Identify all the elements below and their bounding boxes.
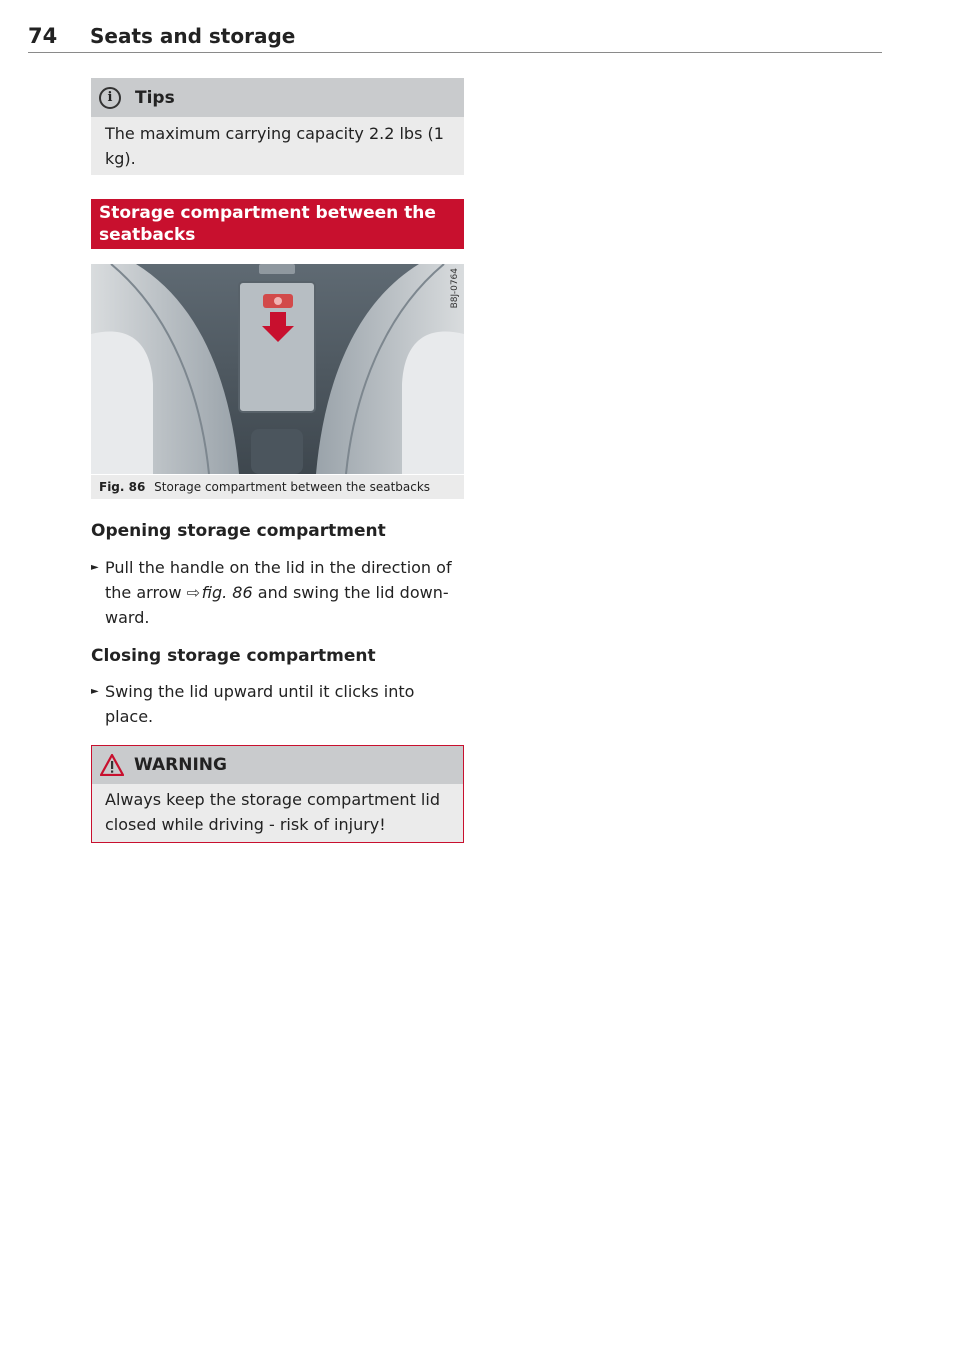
bullet-arrow-icon: ► [91, 562, 99, 573]
opening-text-after: and swing the lid down-ward. [105, 583, 449, 627]
bullet-arrow-icon: ► [91, 686, 99, 697]
tips-box [91, 78, 464, 175]
page-number: 74 [28, 24, 58, 48]
opening-text-before: Pull the handle on the lid in the direction of the arrow [105, 558, 452, 602]
closing-heading: Closing storage compartment [91, 646, 376, 666]
closing-step [91, 679, 464, 729]
section-title: Storage compartment between the seatbacks [91, 199, 464, 249]
opening-step [91, 555, 464, 630]
warning-body: Always keep the storage compartment lid closed while driving - risk of injury! [105, 790, 440, 834]
figure-caption [91, 475, 464, 499]
tips-title: Tips [135, 87, 175, 108]
caption-label: Fig. 86 [99, 480, 146, 494]
warning-box [91, 745, 464, 843]
figure-image [91, 264, 464, 474]
ref-arrow-icon: ⇨ [186, 583, 201, 602]
figure-reference-link[interactable]: fig. 86 [201, 583, 253, 602]
tips-body: The maximum carrying capacity 2.2 lbs (1 kg). [105, 124, 444, 168]
figure-code: B8J-0764 [450, 268, 460, 309]
tips-header [91, 78, 464, 117]
storage-compartment-illustration [91, 264, 464, 474]
warning-header [92, 746, 463, 784]
caption-text: Storage compartment between the seatbacks [154, 480, 431, 494]
warning-title: WARNING [134, 755, 227, 775]
closing-text: Swing the lid upward until it clicks into place. [105, 682, 415, 726]
warning-triangle-icon [100, 754, 124, 776]
info-circle-icon: i [99, 87, 121, 109]
page-section-title: Seats and storage [90, 24, 296, 48]
page-header [28, 24, 882, 53]
opening-heading: Opening storage compartment [91, 521, 386, 541]
